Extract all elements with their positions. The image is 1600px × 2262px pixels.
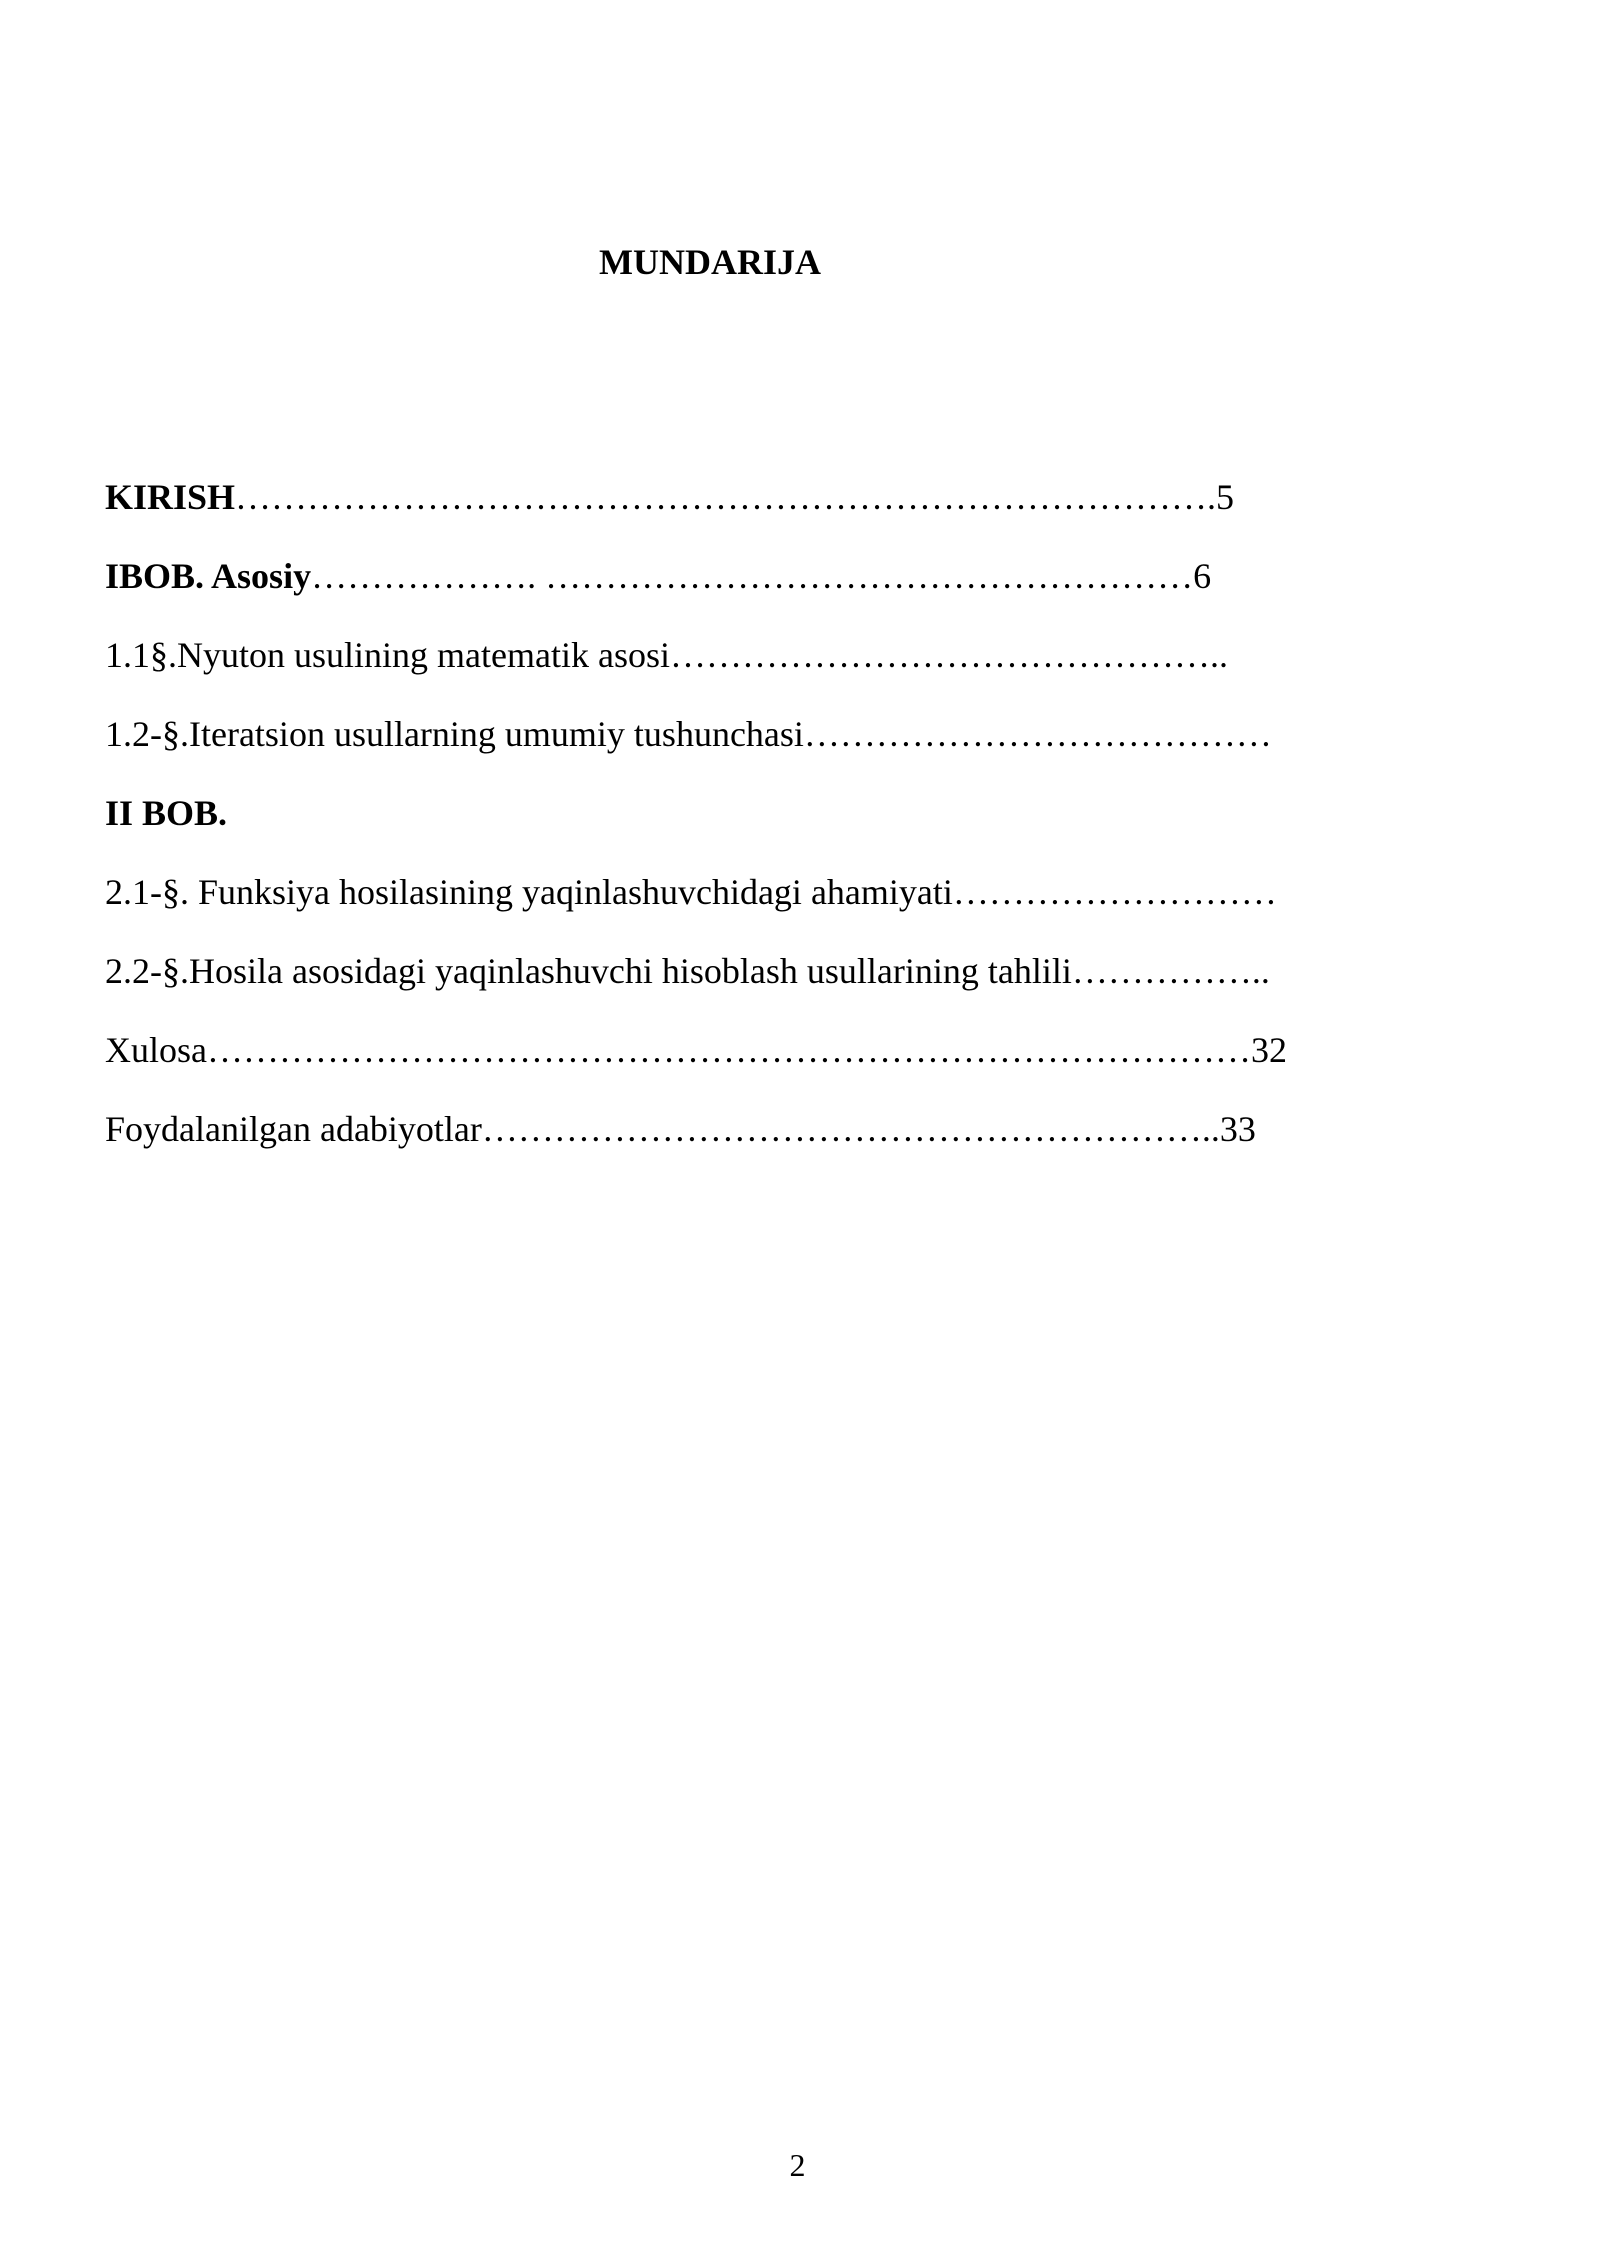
toc-entry-label: 1.1§.Nyuton usulining matematik asosi <box>105 635 670 675</box>
toc-entry-leader: ……………………………………….. <box>669 635 1228 675</box>
toc-entry-section-2-1 <box>105 870 1505 949</box>
toc-entry-page: 32 <box>1251 1030 1287 1070</box>
toc-entry-section-1-2 <box>105 712 1505 791</box>
toc-entry-section-2-2 <box>105 949 1505 1028</box>
toc-entry-label: KIRISH <box>105 477 236 517</box>
toc-entry-section-1-1 <box>105 633 1505 712</box>
toc-entry-leader: ………………………………… <box>803 714 1272 754</box>
toc-entry-chapter-1 <box>105 554 1505 633</box>
toc-entry-kirish <box>105 475 1505 554</box>
toc-entry-leader: ……………………………………………………………………… <box>235 477 1208 517</box>
toc-entry-leader: …………………………………………………….. <box>481 1109 1220 1149</box>
toc-entry-label: II BOB. <box>105 793 228 833</box>
toc-entry-leader: ……………………… <box>952 872 1277 912</box>
toc-entry-leader: ………………. ……………………………………………… <box>311 556 1194 596</box>
toc-entry-adabiyotlar <box>105 1107 1505 1186</box>
toc-entry-page: 33 <box>1219 1109 1256 1149</box>
toc-entry-leader: …………………………………………………………………………… <box>207 1030 1251 1070</box>
page-title: MUNDARIJA <box>599 242 821 282</box>
toc-entry-page: 6 <box>1193 556 1212 596</box>
toc-entry-page: .5 <box>1207 477 1235 517</box>
table-of-contents <box>105 475 1505 1186</box>
toc-entry-label: 1.2-§.Iteratsion usullarning umumiy tushunchasi <box>105 714 804 754</box>
toc-entry-leader: …………….. <box>1071 951 1270 991</box>
toc-entry-label: IBOB. Asosiy <box>105 556 312 596</box>
toc-entry-label: 2.2-§.Hosila asosidagi yaqinlashuvchi hisoblash usullarining tahlili <box>105 951 1072 991</box>
toc-entry-chapter-2 <box>105 791 1505 870</box>
toc-entry-xulosa <box>105 1028 1505 1107</box>
page-number: 2 <box>789 2147 806 2183</box>
toc-entry-label: 2.1-§. Funksiya hosilasining yaqinlashuvchidagi ahamiyati <box>105 872 953 912</box>
toc-entry-label: Xulosa <box>105 1030 207 1070</box>
toc-entry-label: Foydalanilgan adabiyotlar <box>105 1109 482 1149</box>
